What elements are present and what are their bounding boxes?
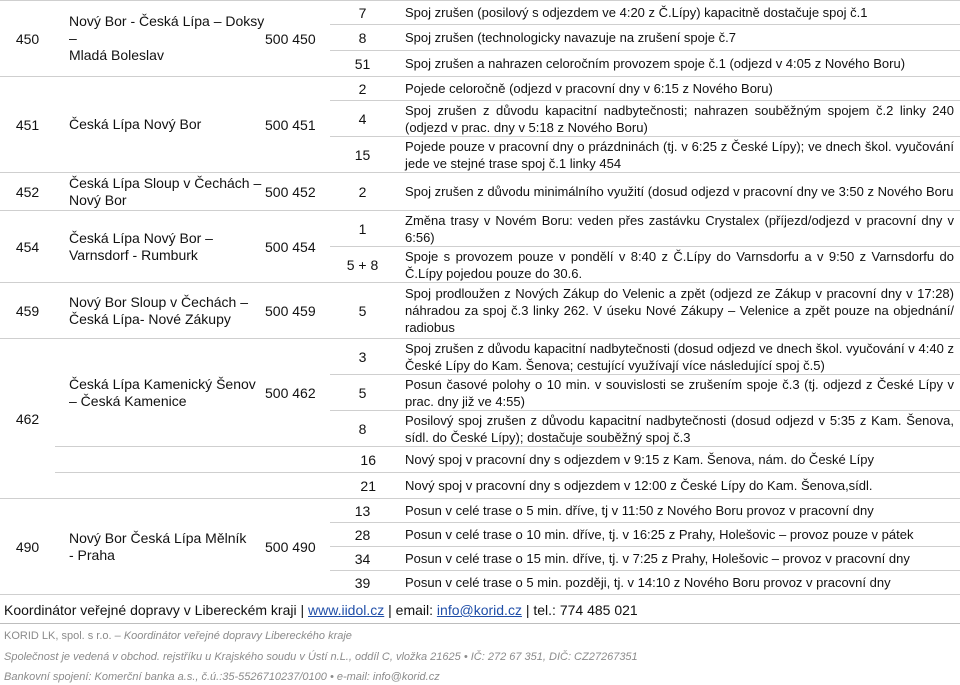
registry-line: Společnost je vedená v obchod. rejstříku u Krajského soudu v Ústí n.L., oddíl C, vložka 21625 • IČ: 272 67 351, DIČ: CZ27267351 xyxy=(4,651,638,663)
license-number: 500 450 xyxy=(265,1,330,77)
connection-number: 5 xyxy=(330,283,395,339)
connection-number: 7 xyxy=(330,1,395,25)
change-description: Posun v celé trase o 5 min. později, tj. v 14:10 z Nového Boru provoz v pracovní dny xyxy=(395,571,960,595)
company-tagline: – Koordinátor veřejné dopravy Libereckého kraje xyxy=(114,630,352,642)
route-name: Česká Lípa Kamenický Šenov – Česká Kamenice xyxy=(55,339,265,447)
route-number: 490 xyxy=(0,499,55,595)
connection-number: 16 xyxy=(55,447,395,473)
route-name: Česká Lípa Sloup v Čechách – Nový Bor xyxy=(55,173,265,211)
change-description: Nový spoj v pracovní dny s odjezdem v 12:00 z České Lípy do Kam. Šenova,sídl. xyxy=(395,473,960,499)
route-name: Nový Bor - Česká Lípa – Doksy – Mladá Boleslav xyxy=(55,1,265,77)
email-link[interactable]: info@korid.cz xyxy=(436,602,522,618)
change-description: Spoj zrušen z důvodu minimálního využití (dosud odjezd v pracovní dny ve 3:50 z Nového Boru xyxy=(395,173,960,211)
phone-text: | tel.: 774 485 021 xyxy=(525,602,638,618)
bank-line: Bankovní spojení: Komerční banka a.s., č.ú.:35-5526710237/0100 • e-mail: info@korid.cz xyxy=(4,671,440,683)
coordinator-text: Koordinátor veřejné dopravy v Libereckém kraji | xyxy=(4,602,305,618)
change-description: Posun v celé trase o 5 min. dříve, tj v 11:50 z Nového Boru provoz v pracovní dny xyxy=(395,499,960,523)
connection-number: 3 xyxy=(330,339,395,375)
coordinator-line xyxy=(4,602,960,618)
connection-number: 28 xyxy=(330,523,395,547)
route-name: Nový Bor Česká Lípa Mělník - Praha xyxy=(55,499,265,595)
connection-number: 5 + 8 xyxy=(330,247,395,283)
company-name: KORID LK, spol. s r.o. xyxy=(4,630,112,642)
connection-number: 4 xyxy=(330,101,395,137)
change-description: Spoj zrušen z důvodu kapacitní nadbytečnosti; nahrazen souběžným spojem č.2 linky 240 (odjezd v prac. dny v 5:18 z Nového Boru) xyxy=(395,101,960,137)
change-description: Spoj zrušen (technologicky navazuje na zrušení spoje č.7 xyxy=(395,25,960,51)
connection-number: 1 xyxy=(330,211,395,247)
route-number: 462 xyxy=(0,339,55,499)
connection-number: 39 xyxy=(330,571,395,595)
change-description: Spoj zrušen (posilový s odjezdem ve 4:20 z Č.Lípy) kapacitně dostačuje spoj č.1 xyxy=(395,1,960,25)
route-name: Česká Lípa Nový Bor xyxy=(55,77,265,173)
change-description: Spoje s provozem pouze v pondělí v 8:40 z Č.Lípy do Varnsdorfu a v 9:50 z Varnsdorfu do Č.Lípy pojedou pouze do 30.6. xyxy=(395,247,960,283)
connection-number: 2 xyxy=(330,77,395,101)
license-number: 500 462 xyxy=(265,339,330,447)
company-line xyxy=(4,630,960,642)
route-name: Česká Lípa Nový Bor – Varnsdorf - Rumburk xyxy=(55,211,265,283)
route-number: 452 xyxy=(0,173,55,211)
route-name: Nový Bor Sloup v Čechách – Česká Lípa- Nové Zákupy xyxy=(55,283,265,339)
connection-number: 8 xyxy=(330,411,395,447)
license-number: 500 451 xyxy=(265,77,330,173)
license-number: 500 459 xyxy=(265,283,330,339)
change-description: Posilový spoj zrušen z důvodu kapacitní nadbytečnosti (dosud odjezd v 5:35 z Kam. Šenova, sídl. do České Lípy); dostačuje souběžný spoj č.3 xyxy=(395,411,960,447)
connection-number: 51 xyxy=(330,51,395,77)
connection-number: 21 xyxy=(55,473,395,499)
change-description: Pojede celoročně (odjezd v pracovní dny v 6:15 z Nového Boru) xyxy=(395,77,960,101)
license-number: 500 490 xyxy=(265,499,330,595)
change-description: Spoj zrušen a nahrazen celoročním provozem spoje č.1 (odjezd v 4:05 z Nového Boru) xyxy=(395,51,960,77)
change-description: Posun časové polohy o 10 min. v souvislosti se zrušením spoje č.3 (tj. odjezd z České Lípy v prac. dny již ve 4:55) xyxy=(395,375,960,411)
change-description: Pojede pouze v pracovní dny o prázdninách (tj. v 6:25 z České Lípy); ve dnech škol. vyučování jede ve stejné trase spoj č.1 linky 454 xyxy=(395,137,960,173)
change-description: Nový spoj v pracovní dny s odjezdem v 9:15 z Kam. Šenova, nám. do České Lípy xyxy=(395,447,960,473)
route-number: 459 xyxy=(0,283,55,339)
route-number: 451 xyxy=(0,77,55,173)
change-description: Posun v celé trase o 15 min. dříve, tj. v 7:25 z Prahy, Holešovic – provoz v pracovní dny xyxy=(395,547,960,571)
email-label: | email: xyxy=(388,602,434,618)
connection-number: 34 xyxy=(330,547,395,571)
change-description: Spoj zrušen z důvodu kapacitní nadbytečnosti (dosud odjezd ve dnech škol. vyučování v 4:40 z České Lípy do Kam. Šenova; cestující využívají více následující spoj č.5) xyxy=(395,339,960,375)
change-description: Posun v celé trase o 10 min. dříve, tj. v 16:25 z Prahy, Holešovic – provoz pouze v pátek xyxy=(395,523,960,547)
footer-divider xyxy=(0,623,960,624)
license-number: 500 454 xyxy=(265,211,330,283)
connection-number: 5 xyxy=(330,375,395,411)
route-number: 450 xyxy=(0,1,55,77)
connection-number: 15 xyxy=(330,137,395,173)
change-description: Změna trasy v Novém Boru: veden přes zastávku Crystalex (příjezd/odjezd v pracovní dny v 6:56) xyxy=(395,211,960,247)
connection-number: 2 xyxy=(330,173,395,211)
connection-number: 13 xyxy=(330,499,395,523)
change-description: Spoj prodloužen z Nových Zákup do Velenic a zpět (odjezd ze Zákup v pracovní dny v 17:28) náhradou za spoj č.3 linky 262. V úseku Nové Zákupy – Velenice a zpět pouze na objednání/ radiobus xyxy=(395,283,960,339)
web-link[interactable]: www.iidol.cz xyxy=(308,602,385,618)
license-number: 500 452 xyxy=(265,173,330,211)
connection-number: 8 xyxy=(330,25,395,51)
route-number: 454 xyxy=(0,211,55,283)
